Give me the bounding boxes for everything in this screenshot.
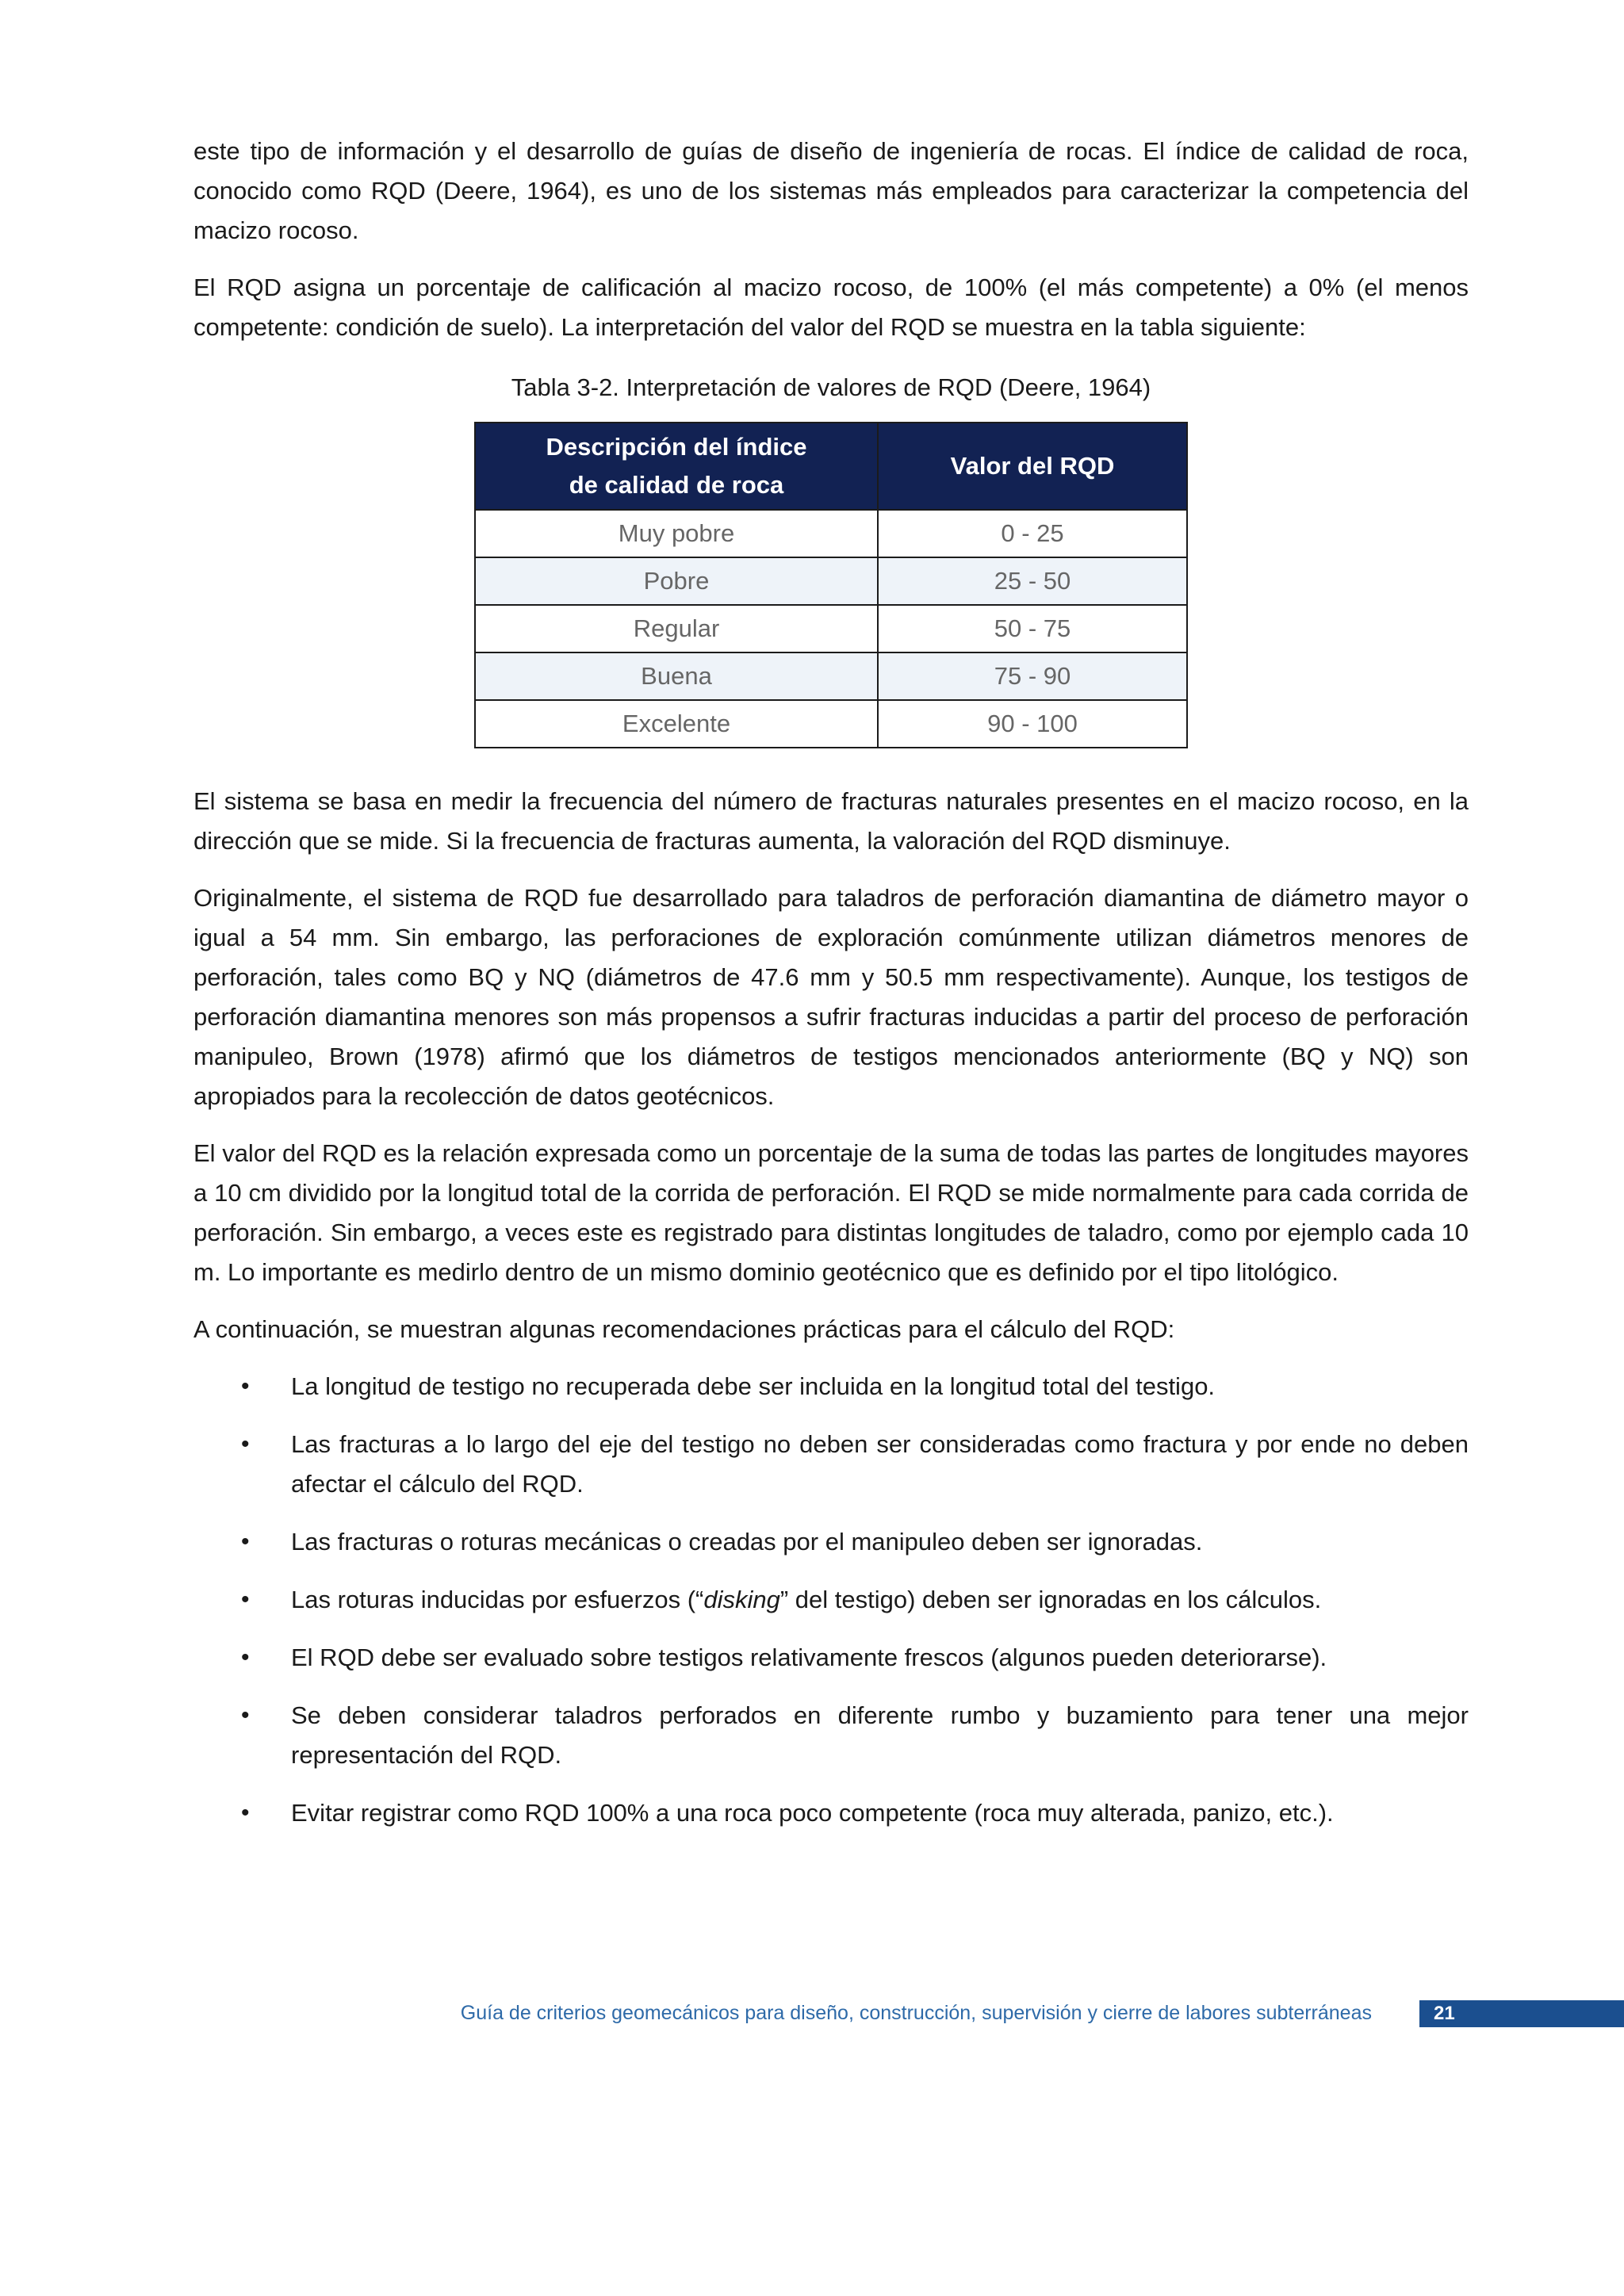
list-item-text-after: ” del testigo) deben ser ignoradas en los cálculos. — [779, 1586, 1322, 1613]
table-row — [475, 510, 1187, 557]
cell-value: 25 - 50 — [878, 557, 1187, 605]
list-item — [193, 1793, 1469, 1833]
list-item-text: Las fracturas a lo largo del eje del testigo no deben ser consideradas como fractura y por ende no deben afectar el cálculo del RQD. — [291, 1430, 1469, 1498]
bullet-icon: • — [241, 1586, 250, 1613]
list-item-text: La longitud de testigo no recuperada debe ser incluida en la longitud total del testigo. — [291, 1372, 1216, 1400]
header-description — [475, 423, 878, 510]
header-rqd-value: Valor del RQD — [878, 423, 1187, 510]
bullet-icon: • — [241, 1644, 250, 1670]
table-caption: Tabla 3-2. Interpretación de valores de RQD (Deere, 1964) — [511, 373, 1151, 401]
bullet-icon: • — [241, 1431, 250, 1457]
recommendations-list — [193, 1367, 1469, 1833]
list-item — [193, 1696, 1469, 1775]
cell-value: 0 - 25 — [878, 510, 1187, 557]
list-item-text-italic: disking — [703, 1586, 780, 1613]
list-item-text: El RQD debe ser evaluado sobre testigos relativamente frescos (algunos pueden deteriorarse). — [291, 1644, 1327, 1671]
list-item — [193, 1522, 1469, 1562]
body-text — [193, 782, 1469, 1349]
header-description-line1: Descripción del índice — [546, 433, 807, 461]
cell-value: 90 - 100 — [878, 700, 1187, 748]
paragraph: El valor del RQD es la relación expresada como un porcentaje de la suma de todas las partes de longitudes mayores a 10 cm dividido por la longitud total de la corrida de perforación. El RQD se mide normalmente para cada corrida de perforación. Sin embargo, a veces este es registrado para distintas longitudes de taladro, como por ejemplo cada 10 m. Lo importante es medirlo dentro de un mismo dominio geotécnico que es definido por el tipo litológico. — [193, 1139, 1469, 1286]
paragraph: este tipo de información y el desarrollo de guías de diseño de ingeniería de rocas. El índice de calidad de roca, conocido como RQD (Deere, 1964), es uno de los sistemas más empleados para caracterizar la competencia del macizo rocoso. — [193, 137, 1469, 244]
page-number: 21 — [1434, 2003, 1455, 2024]
cell-description: Excelente — [475, 700, 878, 748]
bullet-icon: • — [241, 1800, 250, 1826]
list-item — [193, 1425, 1469, 1504]
table-row — [475, 700, 1187, 748]
list-item-text-before: Las roturas inducidas por esfuerzos (“ — [291, 1586, 704, 1613]
list-item — [193, 1367, 1469, 1406]
paragraph: A continuación, se muestran algunas recomendaciones prácticas para el cálculo del RQD: — [193, 1315, 1175, 1343]
table-row — [475, 557, 1187, 605]
list-item-text: Evitar registrar como RQD 100% a una roca poco competente (roca muy alterada, panizo, etc.). — [291, 1799, 1334, 1827]
bullet-icon: • — [241, 1373, 250, 1399]
cell-description: Buena — [475, 652, 878, 700]
rqd-table — [474, 422, 1188, 748]
list-item — [193, 1580, 1469, 1620]
footer-title: Guía de criterios geomecánicos para diseño, construcción, supervisión y cierre de labores subterráneas — [460, 2002, 1372, 2024]
paragraph: El sistema se basa en medir la frecuencia del número de fracturas naturales presentes en el macizo rocoso, en la dirección que se mide. Si la frecuencia de fracturas aumenta, la valoración del RQD disminuye. — [193, 787, 1469, 855]
cell-value: 75 - 90 — [878, 652, 1187, 700]
cell-description: Regular — [475, 605, 878, 652]
list-item — [193, 1638, 1469, 1678]
paragraph: Originalmente, el sistema de RQD fue desarrollado para taladros de perforación diamantina de diámetro mayor o igual a 54 mm. Sin embargo, las perforaciones de exploración comúnmente utilizan diámetros menores de perforación, tales como BQ y NQ (diámetros de 47.6 mm y 50.5 mm respectivamente). Aunque, los testigos de perforación diamantina menores son más propensos a sufrir fracturas inducidas a partir del proceso de perforación manipuleo, Brown (1978) afirmó que los diámetros de testigos mencionados anteriormente (BQ y NQ) son apropiados para la recolección de datos geotécnicos. — [193, 884, 1469, 1110]
bullet-icon: • — [241, 1702, 250, 1728]
paragraph: El RQD asigna un porcentaje de calificación al macizo rocoso, de 100% (el más competente) a 0% (el menos competente: condición de suelo). La interpretación del valor del RQD se muestra en la tabla siguiente: — [193, 274, 1469, 341]
list-item-text: Se deben considerar taladros perforados en diferente rumbo y buzamiento para tener una mejor representación del RQD. — [291, 1701, 1469, 1769]
list-item-text — [291, 1586, 1321, 1613]
table-row — [475, 652, 1187, 700]
page-content — [193, 132, 1469, 1851]
bullet-icon: • — [241, 1529, 250, 1555]
list-item-text: Las fracturas o roturas mecánicas o creadas por el manipuleo deben ser ignoradas. — [291, 1528, 1203, 1556]
cell-description: Pobre — [475, 557, 878, 605]
cell-description: Muy pobre — [475, 510, 878, 557]
cell-value: 50 - 75 — [878, 605, 1187, 652]
header-description-line2: de calidad de roca — [569, 471, 784, 499]
table-row — [475, 605, 1187, 652]
table-header-row — [475, 423, 1187, 510]
page-number-bar — [1419, 2000, 1624, 2027]
